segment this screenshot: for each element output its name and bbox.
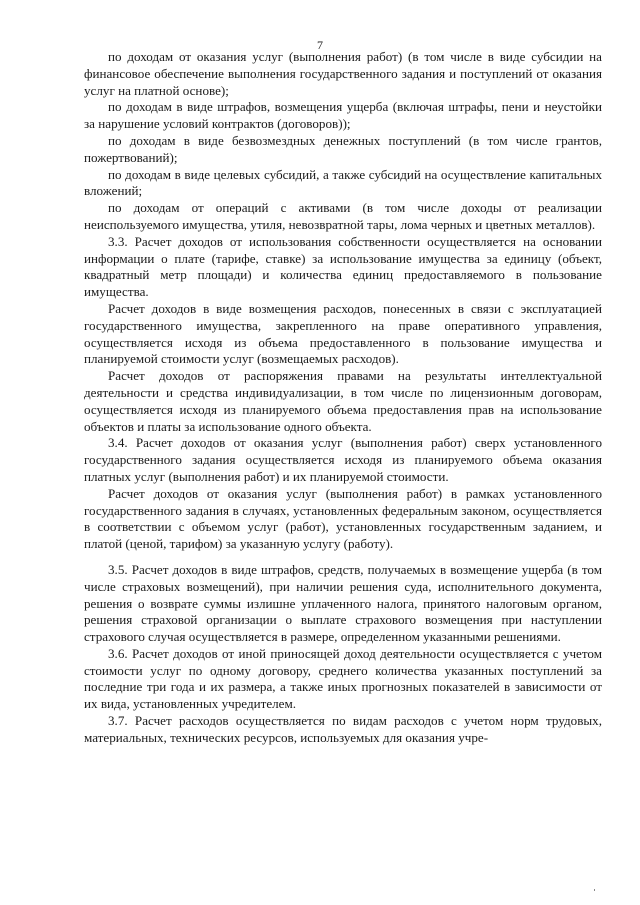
paragraph: 3.5. Расчет доходов в виде штрафов, средств, получаемых в возмещение ущерба (в том числе страховых возмещений), при наличии решения суда, исполнительного документа, решения о возврате суммы излишне уплаченного налога, принятого налоговым органом, решения страховой организации о выплате страхового возмещения при наступлении страхового случая осуществляется в размере, определенном указанными решениями. <box>84 561 602 645</box>
paragraph: по доходам от операций с активами (в том числе доходы от реализации неиспользуемого имущества, утиля, невозвратной тары, лома черных и цветных металлов). <box>84 200 602 232</box>
paragraph: Расчет доходов от распоряжения правами на результаты интеллектуальной деятельности и средства индивидуализации, в том числе по лицензионным договорам, осуществляется исходя из планируемого объема предоставления прав на использование объектов и платы за использование одного объекта. <box>84 368 602 434</box>
document-body <box>84 49 602 747</box>
paragraph: 3.3. Расчет доходов от использования собственности осуществляется на основании информации о плате (тарифе, ставке) за использование имущества за единицу (объект, квадратный метр площади) и количества единиц предоставляемого в пользование имущества. <box>84 233 602 300</box>
paragraph: 3.7. Расчет расходов осуществляется по видам расходов с учетом норм трудовых, материальных, технических ресурсов, используемых для оказания учре- <box>84 713 602 745</box>
scan-speck <box>594 889 595 891</box>
paragraph: 3.6. Расчет доходов от иной приносящей доход деятельности осуществляется с учетом стоимости услуг по одному договору, среднего количества указанных поступлений за последние три года и их размера, а также иных прогнозных показателей в зависимости от их вида, установленных учредителем. <box>84 645 602 712</box>
paragraph: Расчет доходов в виде возмещения расходов, понесенных в связи с эксплуатацией государственного имущества, закрепленного на праве оперативного управления, осуществляется исходя из объема предоставленного в пользование имущества и планируемой стоимости услуг (возмещаемых расходов). <box>84 300 602 367</box>
page-number: 7 <box>317 38 323 52</box>
paragraph: по доходам в виде целевых субсидий, а также субсидий на осуществление капитальных вложений; <box>84 166 602 199</box>
paragraph: по доходам в виде безвозмездных денежных поступлений (в том числе грантов, пожертвований); <box>84 132 602 165</box>
paragraph: Расчет доходов от оказания услуг (выполнения работ) в рамках установленного государственного задания в случаях, установленных федеральным законом, осуществляется в соответствии с объемом услуг (работ), установленных государственным заданием, и платой (ценой, тарифом) за указанную услугу (работу). <box>84 485 602 552</box>
paragraph: по доходам от оказания услуг (выполнения работ) (в том числе в виде субсидии на финансовое обеспечение выполнения государственного задания и поступлений от оказания услуг на платной основе); <box>84 49 602 98</box>
paragraph: по доходам в виде штрафов, возмещения ущерба (включая штрафы, пени и неустойки за нарушение условий контрактов (договоров)); <box>84 99 602 132</box>
paragraph: 3.4. Расчет доходов от оказания услуг (выполнения работ) сверх установленного государственного задания осуществляется исходя из планируемого объема оказания платных услуг (выполнения работ) и их планируемой стоимости. <box>84 435 602 484</box>
